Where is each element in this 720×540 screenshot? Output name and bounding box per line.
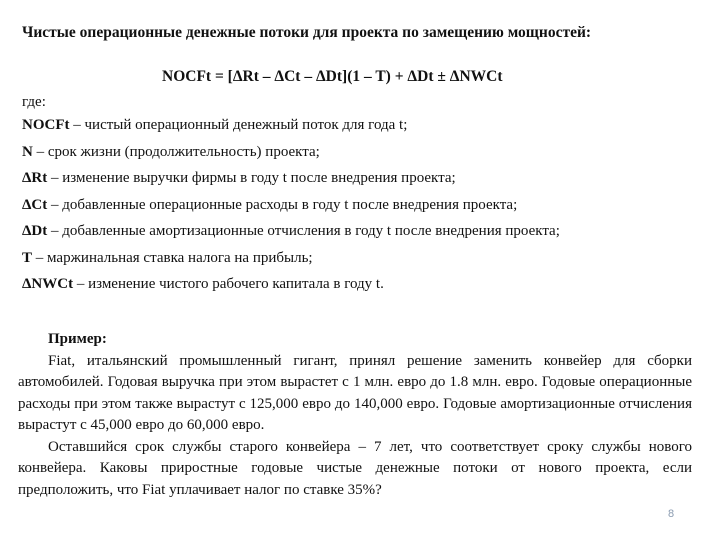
definition-symbol: ΔDt bbox=[22, 223, 48, 239]
definition-item bbox=[22, 116, 712, 143]
definition-symbol: ΔRt bbox=[22, 170, 48, 186]
where-label: где: bbox=[22, 94, 46, 110]
definition-symbol: NOCFt bbox=[22, 117, 70, 133]
definitions-list bbox=[22, 116, 712, 302]
example-paragraph: Оставшийся срок службы старого конвейера – 7 лет, что соответствует сроку службы нового конвейера. Каковы приростные годовые чистые денежные потоки от нового проекта, если предположить, что Fiat уплачивает налог по ставке 35%? bbox=[18, 438, 692, 498]
definition-symbol: ΔNWCt bbox=[22, 276, 74, 292]
slide-title: Чистые операционные денежные потоки для проекта по замещению мощностей: bbox=[22, 24, 592, 41]
definition-item bbox=[22, 275, 712, 302]
page-number: 8 bbox=[668, 508, 675, 520]
definition-symbol: T bbox=[22, 249, 33, 266]
definition-item bbox=[22, 196, 712, 223]
definition-text: – чистый операционный денежный поток для года t; bbox=[69, 117, 408, 133]
definition-symbol: N bbox=[22, 143, 33, 160]
definition-item bbox=[22, 143, 712, 170]
definition-text: – изменение выручки фирмы в году t после внедрения проекта; bbox=[47, 170, 456, 186]
example-block bbox=[18, 329, 692, 501]
definition-text: – изменение чистого рабочего капитала в году t. bbox=[73, 276, 384, 292]
example-paragraph: Fiat, итальянский промышленный гигант, принял решение заменить конвейер для сборки автомобилей. Годовая выручка при этом вырастет с 1 млн. евро до 1.8 млн. евро. Годовые операционные расходы при этом также вырастут с 125,000 евро до 140,000 евро. Годовые амортизационные отчисления вырастут с 45,000 евро до 60,000 евро. bbox=[18, 352, 692, 433]
example-heading: Пример: bbox=[48, 331, 107, 347]
definition-item bbox=[22, 169, 712, 196]
definition-item bbox=[22, 249, 712, 276]
definition-text: – добавленные амортизационные отчисления в году t после внедрения проекта; bbox=[47, 223, 560, 239]
nocf-formula: NOCFt = [ΔRt – ΔCt – ΔDt](1 – T) + ΔDt ± ΔNWCt bbox=[162, 68, 503, 85]
definition-item bbox=[22, 222, 712, 249]
definition-text: – добавленные операционные расходы в году t после внедрения проекта; bbox=[47, 196, 518, 213]
definition-text: – срок жизни (продолжительность) проекта; bbox=[32, 143, 320, 160]
definition-symbol: ΔCt bbox=[22, 196, 48, 213]
definition-text: – маржинальная ставка налога на прибыль; bbox=[32, 249, 313, 266]
